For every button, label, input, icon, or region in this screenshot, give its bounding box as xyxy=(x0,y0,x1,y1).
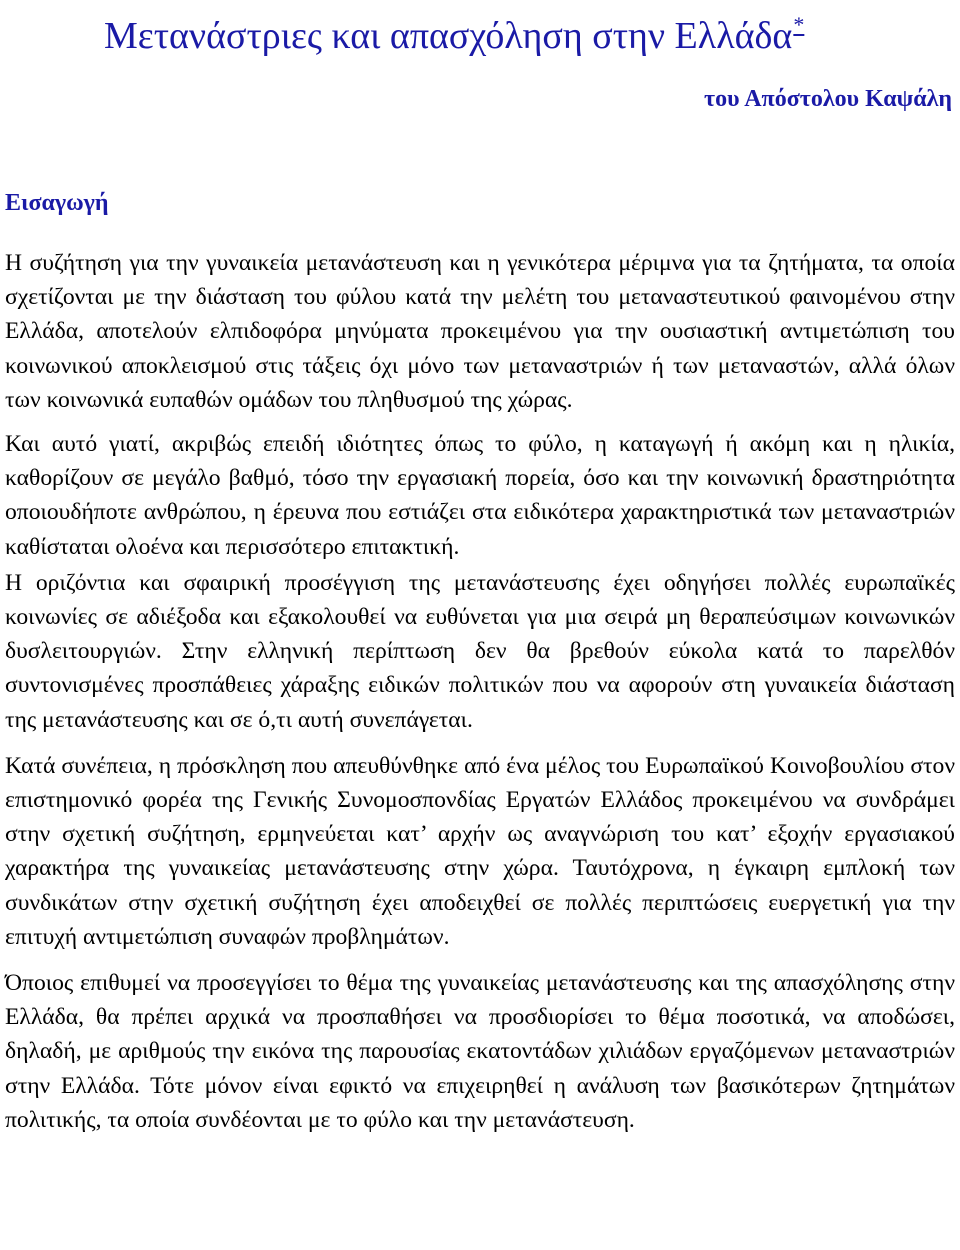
author-line: του Απόστολου Καψάλη xyxy=(704,86,952,112)
paragraph: Η συζήτηση για την γυναικεία μετανάστευση και η γενικότερα μέριμνα για τα ζητήματα, τα οποία σχετίζονται με την διάσταση του φύλου κατά την μελέτη του μεταναστευτικού φαινομένου στην Ελλάδα, αποτελούν ελπιδοφόρα μηνύματα προκειμένου για την ουσιαστική αντιμετώπιση του κοινωνικού αποκλεισμού στις τάξεις όχι μόνο των μεταναστριών ή των μεταναστών, αλλά όλων των κοινωνικά ευπαθών ομάδων του πληθυσμού της χώρας. xyxy=(5,250,955,413)
body-text xyxy=(5,246,955,1137)
paragraph: Κατά συνέπεια, η πρόσκληση που απευθύνθηκε από ένα μέλος του Ευρωπαϊκού Κοινοβουλίου στον επιστημονικό φορέα της Γενικής Συνομοσπονδίας Εργατών Ελλάδος προκειμένου να συνδράμει στην σχετική συζήτηση, ερμηνεύεται κατ’ αρχήν ως αναγνώριση του κατ’ εξοχήν εργασιακού χαρακτήρα της γυναικείας μετανάστευσης στην χώρα. Ταυτόχρονα, η έγκαιρη εμπλοκή των συνδικάτων στην σχετική συζήτηση έχει αποδειχθεί σε πολλές περιπτώσεις ευεργετική για την επιτυχή αντιμετώπιση συναφών προβλημάτων. xyxy=(5,752,955,950)
document-title-text: Μετανάστριες και απασχόληση στην Ελλάδα xyxy=(104,15,793,57)
paragraph: Η οριζόντια και σφαιρική προσέγγιση της μετανάστευσης έχει οδηγήσει πολλές ευρωπαϊκές κοινωνίες σε αδιέξοδα και εξακολουθεί να ευθύνεται για μια σειρά μη θεραπεύσιμων κοινωνικών δυσλειτουργιών. Στην ελληνική περίπτωση δεν θα βρεθούν εύκολα κατά το παρελθόν συντονισμένες προσπάθειες χάραξης ειδικών πολιτικών που να αφορούν στη γυναικεία διάσταση της μετανάστευσης και σε ό,τι αυτή συνεπάγεται. xyxy=(5,569,955,733)
paragraph: Και αυτό γιατί, ακριβώς επειδή ιδιότητες όπως το φύλο, η καταγωγή ή ακόμη και η ηλικία, καθορίζουν σε μεγάλο βαθμό, τόσο την εργασιακή πορεία, όσο και την κοινωνική δραστηριότητα οποιουδήποτε ανθρώπου, η έρευνα που εστιάζει στα ειδικότερα χαρακτηριστικά των μεταναστριών καθίσταται ολοένα και περισσότερο επιτακτική. xyxy=(5,431,955,560)
title-footnote-marker[interactable]: * xyxy=(793,12,805,37)
section-heading: Εισαγωγή xyxy=(5,190,109,216)
paragraph: Όποιος επιθυμεί να προσεγγίσει το θέμα της γυναικείας μετανάστευσης και της απασχόλησης στην Ελλάδα, θα πρέπει αρχικά να προσπαθήσει να προσδιορίσει το θέμα ποσοτικά, να αποδώσει, δηλαδή, με αριθμούς την εικόνα της παρουσίας εκατοντάδων χιλιάδων εργαζόμενων μεταναστριών στην Ελλάδα. Τότε μόνον είναι εφικτό να επιχειρηθεί η ανάλυση των βασικότερων ζητημάτων πολιτικής, τα οποία συνδέονται με το φύλο και την μετανάστευση. xyxy=(5,970,955,1133)
document-title xyxy=(104,2,804,59)
